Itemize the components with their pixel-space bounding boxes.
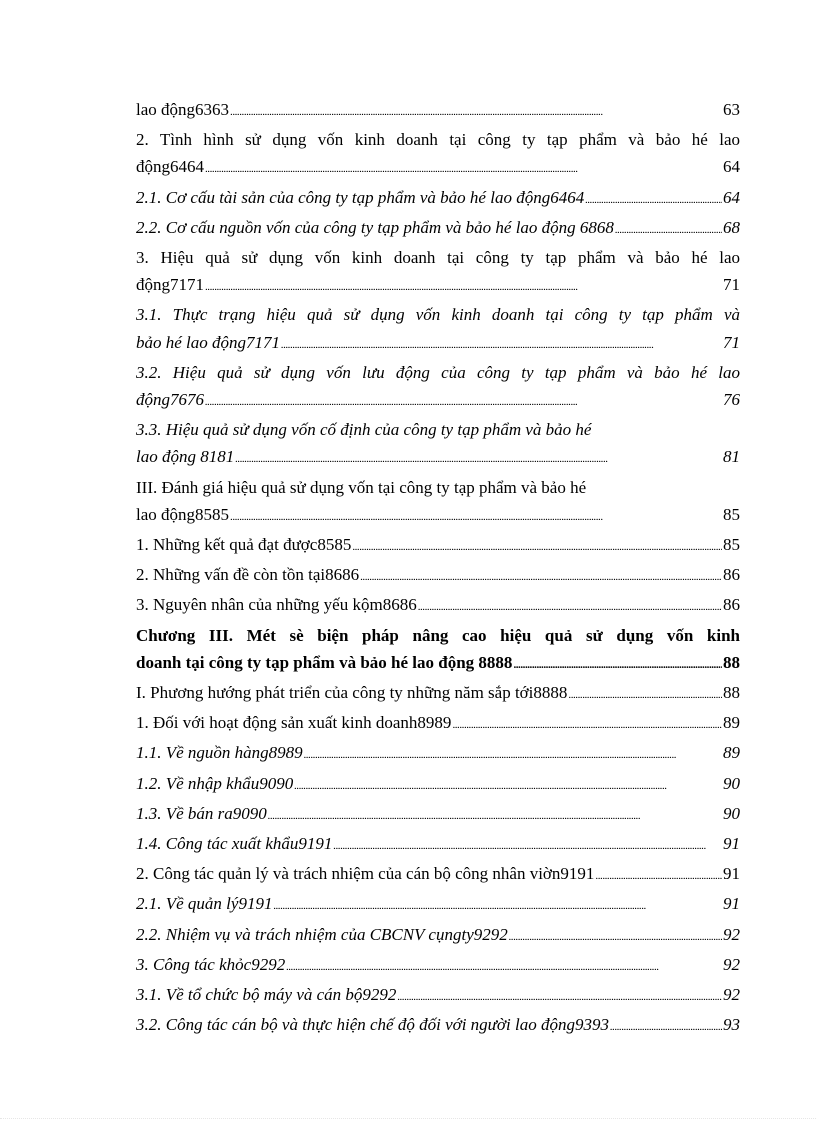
toc-entry-leader-row	[136, 96, 740, 126]
toc-entry[interactable]	[136, 951, 740, 981]
toc-entry[interactable]	[136, 890, 740, 920]
toc-page-number: 71	[723, 332, 740, 352]
toc-entry[interactable]	[136, 1011, 740, 1041]
dot-leader	[294, 770, 722, 800]
toc-entry[interactable]	[136, 301, 740, 358]
dot-leader	[509, 921, 722, 951]
toc-page-number: 68	[723, 217, 740, 237]
toc-entry[interactable]	[136, 474, 740, 531]
toc-entry-leader-row	[136, 1011, 740, 1041]
toc-entry-title-line: 3.1. Thực trạng hiệu quả sử dụng vốn kinh doanh tại công ty tạp phẩm và	[136, 305, 740, 325]
toc-entry[interactable]	[136, 921, 740, 951]
toc-entry-title: 3. Nguyên nhân của những yếu kộm8686	[136, 595, 417, 615]
toc-entry[interactable]	[136, 96, 740, 126]
dot-leader	[333, 830, 722, 860]
table-of-contents	[136, 96, 740, 1042]
dot-leader	[585, 184, 722, 214]
page-bottom-border	[0, 1118, 816, 1119]
toc-page-number: 90	[723, 803, 740, 823]
toc-entry[interactable]	[136, 561, 740, 591]
toc-page-number: 71	[723, 275, 740, 295]
toc-entry-title: 1.3. Về bán ra9090	[136, 803, 267, 823]
toc-entry-leader-row	[136, 800, 740, 830]
toc-page-number: 88	[723, 683, 740, 703]
toc-page-number: 92	[723, 985, 740, 1005]
toc-page-number: 91	[723, 834, 740, 854]
toc-entry[interactable]	[136, 359, 740, 416]
toc-entry-title: 1.4. Công tác xuất khẩu9191	[136, 834, 333, 854]
toc-entry-title: 1.1. Về nguồn hàng8989	[136, 743, 303, 763]
toc-entry-title: doanh tại công ty tạp phẩm và bảo hé lao động 8888	[136, 652, 513, 672]
dot-leader	[418, 591, 722, 621]
toc-entry-title-line: 3.3. Hiệu quả sử dụng vốn cố định của công ty tạp phẩm và bảo hé	[136, 420, 592, 440]
toc-entry-title: động6464	[136, 157, 204, 177]
toc-page-number: 89	[723, 713, 740, 733]
toc-entry[interactable]	[136, 591, 740, 621]
toc-page-number: 92	[723, 924, 740, 944]
toc-entry-title: 2.1. Về quản lý9191	[136, 894, 273, 914]
toc-page-number: 85	[723, 504, 740, 524]
toc-entry[interactable]	[136, 531, 740, 561]
dot-leader	[452, 709, 722, 739]
toc-page-number: 86	[723, 565, 740, 585]
toc-entry-leader-row	[136, 531, 740, 561]
dot-leader	[235, 443, 722, 473]
toc-entry-leader-row	[136, 951, 740, 981]
toc-page-number: 85	[723, 535, 740, 555]
toc-page-number: 90	[723, 773, 740, 793]
toc-entry-leader-row	[136, 679, 740, 709]
toc-entry[interactable]	[136, 739, 740, 769]
toc-entry[interactable]	[136, 860, 740, 890]
toc-page-number: 86	[723, 595, 740, 615]
toc-entry-title-line: 3. Hiệu quả sử dụng vốn kinh doanh tại công ty tạp phẩm và bảo hé lao	[136, 248, 740, 268]
toc-page-number: 93	[723, 1015, 740, 1035]
dot-leader	[230, 501, 722, 531]
toc-entry[interactable]	[136, 416, 740, 473]
toc-page-number: 81	[723, 447, 740, 467]
toc-entry-title: 1.2. Về nhập khẩu9090	[136, 773, 294, 793]
toc-entry-title: 1. Đối với hoạt động sản xuất kinh doanh8989	[136, 713, 452, 733]
toc-entry-leader-row	[136, 770, 740, 800]
toc-entry-leader-row	[136, 214, 740, 244]
toc-entry-leader-row	[136, 739, 740, 769]
toc-entry-title: lao động8585	[136, 504, 230, 524]
toc-entry-leader-row	[136, 501, 740, 531]
toc-page-number: 64	[723, 157, 740, 177]
toc-entry-title: 3.1. Về tổ chức bộ máy và cán bộ9292	[136, 985, 397, 1005]
toc-entry-leader-row	[136, 890, 740, 920]
dot-leader	[352, 531, 722, 561]
dot-leader	[595, 860, 722, 890]
toc-entry-title: lao động 8181	[136, 447, 235, 467]
toc-page-number: 89	[723, 743, 740, 763]
toc-entry-leader-row	[136, 561, 740, 591]
toc-entry-title: 3.2. Công tác cán bộ và thực hiện chế độ đối với người lao động9393	[136, 1015, 609, 1035]
toc-entry-leader-row	[136, 329, 740, 359]
dot-leader	[610, 1011, 722, 1041]
toc-entry-title-line: 3.2. Hiệu quả sử dụng vốn lưu động của công ty tạp phẩm và bảo hé lao	[136, 362, 740, 382]
toc-page-number: 91	[723, 864, 740, 884]
toc-entry-leader-row	[136, 184, 740, 214]
dot-leader	[615, 214, 722, 244]
toc-entry-title: 2.2. Nhiệm vụ và trách nhiệm của CBCNV cụngty9292	[136, 924, 508, 944]
toc-entry-title: 2.1. Cơ cấu tài sản của công ty tạp phẩm và bảo hé lao động6464	[136, 187, 585, 207]
toc-page-number: 91	[723, 894, 740, 914]
toc-entry-title: 2. Những vấn đề còn tồn tại8686	[136, 565, 360, 585]
toc-page-number: 92	[723, 954, 740, 974]
toc-entry-title: 2.2. Cơ cấu nguồn vốn của công ty tạp phẩm và bảo hé lao động 6868	[136, 217, 614, 237]
toc-entry[interactable]	[136, 679, 740, 709]
toc-entry[interactable]	[136, 622, 740, 679]
toc-entry-title: 2. Công tác quản lý và trách nhiệm của cán bộ công nhân viờn9191	[136, 864, 595, 884]
toc-entry-leader-row	[136, 981, 740, 1011]
dot-leader	[205, 153, 722, 183]
toc-page-number: 88	[723, 652, 740, 672]
toc-entry[interactable]	[136, 184, 740, 214]
toc-entry[interactable]	[136, 126, 740, 183]
toc-entry-title: động7171	[136, 275, 204, 295]
dot-leader	[397, 981, 722, 1011]
toc-entry[interactable]	[136, 830, 740, 860]
toc-entry[interactable]	[136, 981, 740, 1011]
toc-entry-title: 1. Những kết quả đạt được8585	[136, 535, 352, 555]
toc-entry-leader-row	[136, 921, 740, 951]
toc-page-number: 63	[723, 100, 740, 119]
toc-entry-title-line: 2. Tình hình sử dụng vốn kinh doanh tại công ty tạp phẩm và bảo hé lao	[136, 130, 740, 150]
toc-entry-leader-row	[136, 830, 740, 860]
dot-leader	[360, 561, 722, 591]
toc-entry-title: lao động6363	[136, 100, 230, 119]
toc-entry-leader-row	[136, 649, 740, 679]
dot-leader	[205, 271, 722, 301]
dot-leader	[230, 96, 722, 126]
toc-entry[interactable]	[136, 709, 740, 739]
toc-entry-leader-row	[136, 443, 740, 473]
toc-entry-title-line: Chương III. Mét sè biện pháp nâng cao hiệu quả sử dụng vốn kinh	[136, 625, 740, 645]
toc-entry[interactable]	[136, 800, 740, 830]
toc-entry-leader-row	[136, 386, 740, 416]
toc-entry-leader-row	[136, 271, 740, 301]
dot-leader	[304, 739, 722, 769]
toc-entry[interactable]	[136, 244, 740, 301]
toc-page-number: 64	[723, 187, 740, 207]
toc-entry-leader-row	[136, 860, 740, 890]
dot-leader	[568, 679, 722, 709]
dot-leader	[513, 649, 722, 679]
dot-leader	[268, 800, 722, 830]
toc-entry-leader-row	[136, 591, 740, 621]
dot-leader	[273, 890, 722, 920]
toc-entry-title-line: III. Đánh giá hiệu quả sử dụng vốn tại công ty tạp phẩm và bảo hé	[136, 477, 587, 497]
toc-entry-title: I. Phương hướng phát triển của công ty những năm sắp tới8888	[136, 683, 568, 703]
toc-entry-title: bảo hé lao động7171	[136, 332, 281, 352]
dot-leader	[205, 386, 722, 416]
toc-entry[interactable]	[136, 214, 740, 244]
toc-entry-leader-row	[136, 153, 740, 183]
toc-page-number: 76	[723, 390, 740, 410]
dot-leader	[286, 951, 722, 981]
toc-entry-title: 3. Công tác khỏc9292	[136, 954, 286, 974]
toc-entry-leader-row	[136, 709, 740, 739]
toc-entry-title: động7676	[136, 390, 204, 410]
toc-entry[interactable]	[136, 770, 740, 800]
dot-leader	[281, 329, 722, 359]
